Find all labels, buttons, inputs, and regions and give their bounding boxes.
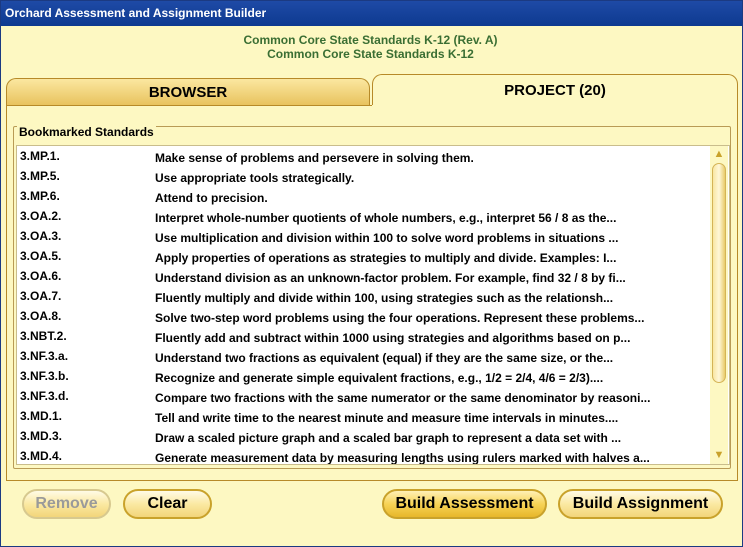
standard-code: 3.MP.5.	[20, 169, 60, 183]
standard-code: 3.MP.1.	[20, 149, 60, 163]
standard-code: 3.OA.8.	[20, 309, 62, 323]
list-item[interactable]	[17, 146, 713, 166]
tab-project[interactable]: PROJECT (20)	[372, 74, 738, 106]
bookmarks-legend: Bookmarked Standards	[19, 125, 154, 139]
standards-set-title: Common Core State Standards K-12 (Rev. A)	[243, 33, 498, 47]
standards-set-subtitle: Common Core State Standards K-12	[267, 47, 474, 61]
scroll-down-icon[interactable]: ▼	[713, 449, 725, 461]
standard-description: Tell and write time to the nearest minute and measure time intervals in minutes....	[155, 411, 619, 425]
list-item[interactable]	[17, 346, 713, 366]
standard-code: 3.OA.6.	[20, 269, 62, 283]
list-item[interactable]	[17, 286, 713, 306]
clear-button[interactable]: Clear	[123, 489, 212, 519]
standard-description: Compare two fractions with the same numerator or the same denominator by reasoni...	[155, 391, 651, 405]
tab-divider	[6, 105, 372, 106]
standard-code: 3.MP.6.	[20, 189, 60, 203]
build-assignment-button[interactable]: Build Assignment	[558, 489, 723, 519]
list-item[interactable]	[17, 406, 713, 426]
standard-description: Generate measurement data by measuring lengths using rulers marked with halves a...	[155, 451, 650, 465]
tab-browser[interactable]: BROWSER	[6, 78, 370, 105]
standard-code: 3.NF.3.b.	[20, 369, 69, 383]
scroll-up-icon[interactable]: ▲	[713, 148, 725, 160]
build-assessment-button[interactable]: Build Assessment	[382, 489, 547, 519]
standard-description: Fluently add and subtract within 1000 using strategies and algorithms based on p...	[155, 331, 631, 345]
standard-description: Attend to precision.	[155, 191, 268, 205]
list-item[interactable]	[17, 306, 713, 326]
standard-code: 3.NF.3.d.	[20, 389, 69, 403]
standard-description: Understand division as an unknown-factor problem. For example, find 32 / 8 by fi...	[155, 271, 626, 285]
standard-code: 3.MD.4.	[20, 449, 63, 463]
list-scrollbar[interactable]	[710, 146, 728, 464]
standard-description: Use multiplication and division within 100 to solve word problems in situations ...	[155, 231, 619, 245]
standard-description: Apply properties of operations as strategies to multiply and divide. Examples: I...	[155, 251, 617, 265]
list-item[interactable]	[17, 186, 713, 206]
scroll-thumb[interactable]	[712, 163, 726, 383]
standard-code: 3.NBT.2.	[20, 329, 67, 343]
list-item[interactable]	[17, 326, 713, 346]
standard-code: 3.MD.3.	[20, 429, 63, 443]
remove-button[interactable]: Remove	[22, 489, 111, 519]
list-item[interactable]	[17, 426, 713, 446]
standard-code: 3.NF.3.a.	[20, 349, 69, 363]
standard-description: Use appropriate tools strategically.	[155, 171, 355, 185]
standards-header	[0, 33, 741, 61]
standard-code: 3.OA.3.	[20, 229, 62, 243]
list-item[interactable]	[17, 166, 713, 186]
standard-description: Make sense of problems and persevere in solving them.	[155, 151, 474, 165]
window-title: Orchard Assessment and Assignment Builder	[1, 1, 742, 26]
standard-description: Solve two-step word problems using the four operations. Represent these problems...	[155, 311, 645, 325]
standard-description: Fluently multiply and divide within 100, using strategies such as the relationsh...	[155, 291, 614, 305]
standard-description: Interpret whole-number quotients of whole numbers, e.g., interpret 56 / 8 as the...	[155, 211, 617, 225]
list-item[interactable]	[17, 366, 713, 386]
list-item[interactable]	[17, 446, 713, 465]
list-item[interactable]	[17, 266, 713, 286]
standard-code: 3.OA.5.	[20, 249, 62, 263]
standard-code: 3.MD.1.	[20, 409, 63, 423]
list-item[interactable]	[17, 226, 713, 246]
standard-description: Recognize and generate simple equivalent fractions, e.g., 1/2 = 2/4, 4/6 = 2/3)....	[155, 371, 604, 385]
standard-description: Draw a scaled picture graph and a scaled bar graph to represent a data set with ...	[155, 431, 622, 445]
standard-code: 3.OA.7.	[20, 289, 62, 303]
list-item[interactable]	[17, 246, 713, 266]
standard-code: 3.OA.2.	[20, 209, 62, 223]
bookmarked-standards-list[interactable]	[16, 145, 730, 465]
list-item[interactable]	[17, 386, 713, 406]
list-item[interactable]	[17, 206, 713, 226]
standard-description: Understand two fractions as equivalent (equal) if they are the same size, or the...	[155, 351, 614, 365]
